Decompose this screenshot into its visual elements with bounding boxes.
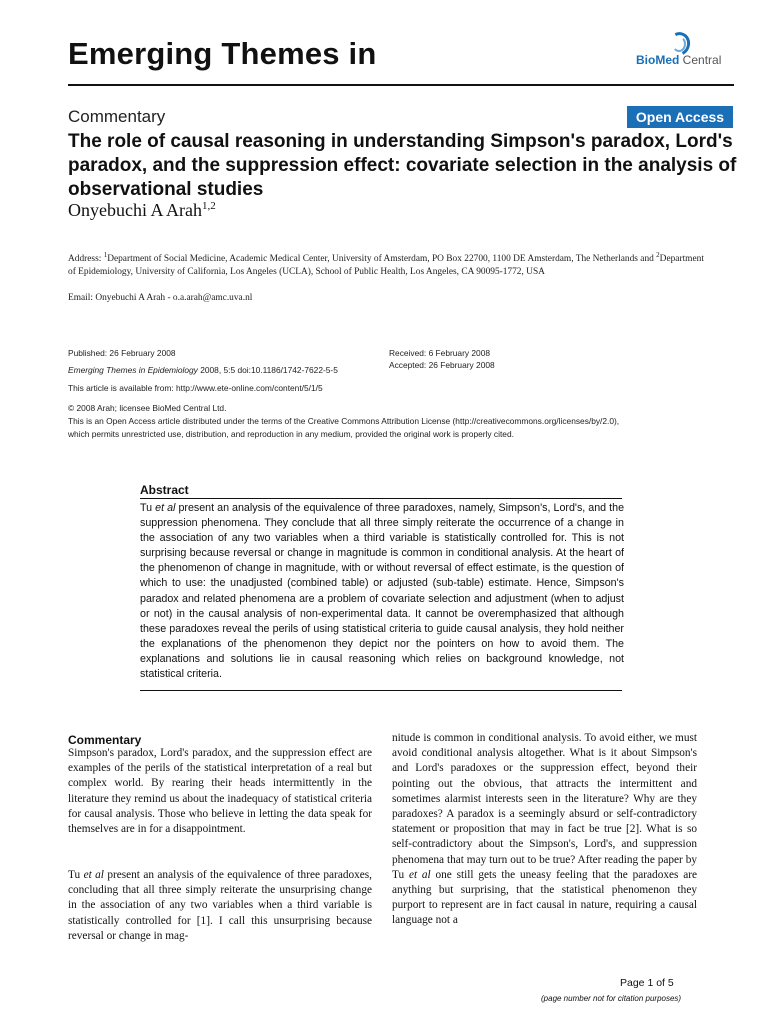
affiliation-mark-2: 2	[656, 251, 660, 259]
received-date: Received: 6 February 2008	[389, 348, 491, 358]
body-paragraph-2	[68, 868, 372, 944]
paragraph-2-rest: present an analysis of the equivalence of three paradoxes, concluding that all three simply reiterate the unsurprising change in the association of any two variables when a third variable is statistically controlled for [1]. I call this unsurprising because reversal or change in mag-	[68, 869, 373, 942]
author-line	[68, 200, 216, 221]
right-column-rest: one still gets the uneasy feeling that the paradoxes are anything but surprising, that the statistical phenomenon they purport to represent are in fact causal in nature, requiring a causal language not a	[392, 868, 698, 927]
journal-title: Emerging Themes in	[68, 36, 377, 71]
abstract-text-start: Tu	[140, 502, 156, 514]
abstract-text-rest: present an analysis of the equivalence of three paradoxes, namely, Simpson's, Lord's, and the suppression phenomena. They conclude that all three simply reiterate the occurrence of a change in the association of any two variables when a third variable is statistically controlled for. This is not surprising because reversal or change in magnitude is common in conditional analysis. At the heart of the phenomenon of change in magnitude, with or without reversal of effect estimate, is the question of which to use: the unadjusted (combined table) or adjusted (sub-table) estimate. Hence, Simpson's paradox and related phenomena are a problem of covariate selection and adjustment (when to adjust or not) in the causal analysis of non-experimental data. It cannot be overemphasized that although these paradoxes reveal the perils of using statistical criteria to guide causal analysis, they hold neither the explanations of the phenomenon they depict nor the pointers on how to avoid them. The explanations and solutions lie in causal reasoning which relies on background knowledge, not statistical criteria.	[140, 502, 625, 681]
abstract-et-al: et al	[155, 502, 176, 514]
section-heading-commentary: Commentary	[68, 733, 142, 747]
citation-details: 2008, 5:5 doi:10.1186/1742-7622-5-5	[197, 365, 338, 375]
address-block	[68, 249, 708, 279]
body-paragraph-1	[68, 746, 372, 837]
citation-line	[68, 364, 338, 377]
author-name: Onyebuchi A Arah	[68, 200, 202, 220]
abstract-rule-top	[140, 498, 622, 499]
abstract-heading: Abstract	[140, 483, 189, 497]
biomed-central-logo	[636, 30, 732, 70]
body-right-column	[392, 731, 697, 929]
right-column-start: nitude is common in conditional analysis. To avoid either, we must avoid conditional analysis altogether. What is it about Simpson's and Lord's paradoxes or the suppression effect, beyond their pointing out the obvious, that attracts the intermittent and sometimes alarmist interests seen in the literature? Why are they paradoxes? A paradox is a seemingly absurd or self-contradictory statement or proposition that may in fact be true [2]. What is so self-contradictory about the Simpson's, Lord's, and suppression phenomena that may turn out to be true? After reading the paper by Tu	[392, 732, 697, 881]
header-rule	[68, 84, 734, 86]
right-column-et-al: et al	[408, 868, 431, 881]
accepted-date: Accepted: 26 February 2008	[389, 360, 495, 370]
page-number-note: (page number not for citation purposes)	[541, 994, 682, 1003]
abstract-text	[140, 501, 624, 682]
paragraph-2-start: Tu	[68, 869, 84, 881]
license-line-2: which permits unrestricted use, distribution, and reproduction in any medium, provided the original work is properly cited.	[68, 429, 514, 439]
article-title: The role of causal reasoning in understanding Simpson's paradox, Lord's paradox, and the suppression effect: covariate selection in the analysis of observational studies	[68, 131, 737, 200]
author-affiliation-marks: 1,2	[201, 200, 216, 212]
abstract-rule-bottom	[140, 690, 622, 691]
address-label: Address:	[68, 254, 104, 265]
paragraph-2-et-al: et al	[83, 869, 104, 881]
logo-inner-arc-icon	[672, 36, 686, 52]
affiliation-mark-1: 1	[103, 251, 108, 259]
copyright-notice: © 2008 Arah; licensee BioMed Central Ltd.	[68, 403, 227, 413]
page-number: Page 1 of 5	[620, 977, 674, 989]
logo-biomed-text: BioMed	[636, 53, 680, 67]
license-line-1[interactable]: This is an Open Access article distributed under the terms of the Creative Commons Attribution License (http://creativecommons.org/licenses/by/2.0),	[68, 416, 620, 426]
article-url[interactable]: This article is available from: http://www.ete-online.com/content/5/1/5	[68, 383, 323, 393]
open-access-badge: Open Access	[627, 106, 733, 128]
affiliation-2: Department of Epidemiology, University of California, Los Angeles (UCLA), School of Public Health, Los Angeles, CA 90095-1772, USA	[68, 254, 704, 278]
citation-journal: Emerging Themes in Epidemiology	[68, 365, 198, 375]
logo-central-text: Central	[679, 53, 722, 67]
published-date: Published: 26 February 2008	[68, 348, 176, 358]
article-type: Commentary	[68, 107, 166, 126]
affiliation-1: Department of Social Medicine, Academic Medical Center, University of Amsterdam, PO Box 22700, 1100 DE Amsterdam, The Netherlands and	[107, 254, 657, 265]
author-email: Email: Onyebuchi A Arah - o.a.arah@amc.uva.nl	[68, 293, 253, 303]
paragraph-1-text: Simpson's paradox, Lord's paradox, and the suppression effect are examples of the perils of the statistical interpretation of a real but complex world. By rearing their heads intermittently in the literature they remind us about the inadequacy of statistical criteria for causal analysis. Those who believe in letting the data speak for themselves are in for a disappointment.	[68, 747, 372, 836]
